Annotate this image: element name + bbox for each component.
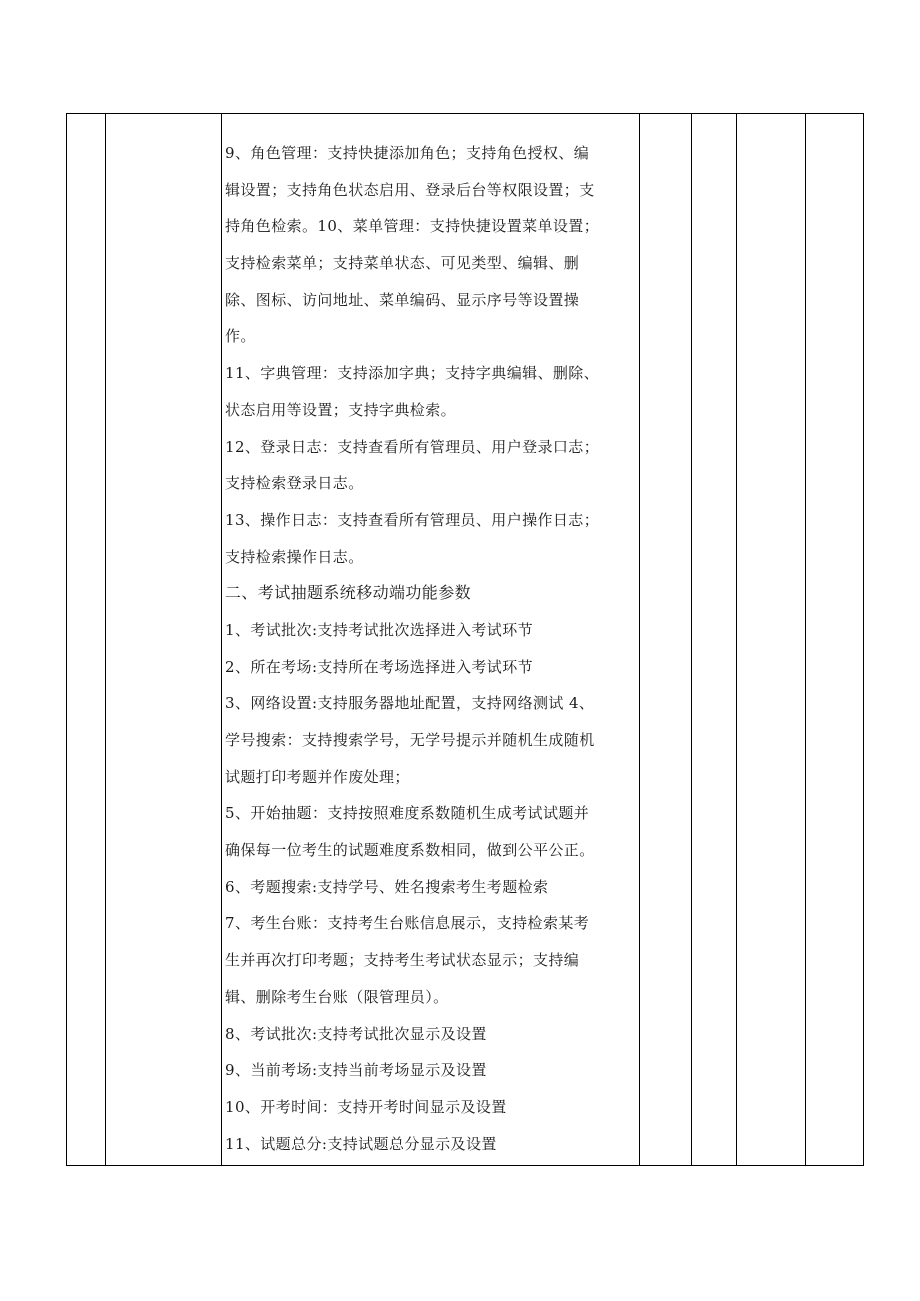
text-line: 7、考生台账：支持考生台账信息展示，支持检索某考: [225, 914, 590, 933]
text-line: 2、所在考场:支持所在考场选择进入考试环节: [225, 657, 533, 676]
text-line: 11、字典管理：支持添加字典；支持字典编辑、删除、: [225, 364, 600, 383]
quantity-cell: [692, 114, 737, 1166]
price-cell: [737, 114, 806, 1166]
text-line: 1、考试批次:支持考试批次选择进入考试环节: [225, 620, 533, 639]
text-line: 6、考题搜索:支持学号、姓名搜索考生考题检索: [225, 877, 549, 896]
text-line: 生并再次打印考题；支持考生考试状态显示；支持编: [225, 951, 580, 970]
table-row: [67, 114, 864, 1166]
text-line: 学号搜索：支持搜索学号，无学号提示并随机生成随机: [225, 731, 595, 749]
text-line: 13、操作日志：支持查看所有管理员、用户操作日志；: [225, 510, 600, 529]
parameter-cell: [222, 114, 640, 1166]
text-line: 9、当前考场:支持当前考场显示及设置: [225, 1061, 487, 1080]
text-line: 9、角色管理：支持快捷添加角色；支持角色授权、编: [225, 144, 590, 162]
text-line: 8、考试批次:支持考试批次显示及设置: [225, 1024, 487, 1043]
text-line: 10、开考时间：支持开考时间显示及设置: [225, 1097, 507, 1116]
text-line: 5、开始抽题：支持按照难度系数随机生成考试试题并: [225, 804, 590, 823]
text-line: 支持检索登录日志。: [225, 474, 364, 493]
text-line: 状态启用等设置；支持字典检索。: [225, 400, 457, 419]
text-line: 辑、删除考生台账（限管理员）。: [225, 987, 449, 1006]
remark-cell: [806, 114, 864, 1166]
index-cell: [67, 114, 106, 1166]
text-line: 12、登录日志：支持查看所有管理员、用户登录口志；: [225, 437, 600, 456]
parameter-text: [225, 114, 635, 1162]
text-line: 持角色检索。10、菜单管理：支持快捷设置菜单设置；: [225, 217, 600, 236]
text-line: 支持检索菜单；支持菜单状态、可见类型、编辑、删: [225, 254, 580, 273]
unit-cell: [640, 114, 692, 1166]
section-heading: 二、考试抽题系统移动端功能参数: [225, 583, 472, 603]
text-line: 11、试题总分:支持试题总分显示及设置: [225, 1134, 497, 1153]
text-line: 3、网络设置:支持服务器地址配置，支持网络测试 4、: [225, 694, 595, 713]
spec-table: [66, 113, 864, 1166]
text-line: 确保每一位考生的试题难度系数相同，做到公平公正。: [225, 841, 595, 860]
item-name-cell: [106, 114, 222, 1166]
text-line: 作。: [225, 327, 256, 346]
text-line: 除、图标、访问地址、菜单编码、显示序号等设置操: [225, 290, 580, 309]
text-line: 支持检索操作日志。: [225, 547, 364, 566]
text-line: 辑设置；支持角色状态启用、登录后台等权限设置；支: [225, 180, 595, 199]
text-line: 试题打印考题并作废处理；: [225, 767, 410, 786]
